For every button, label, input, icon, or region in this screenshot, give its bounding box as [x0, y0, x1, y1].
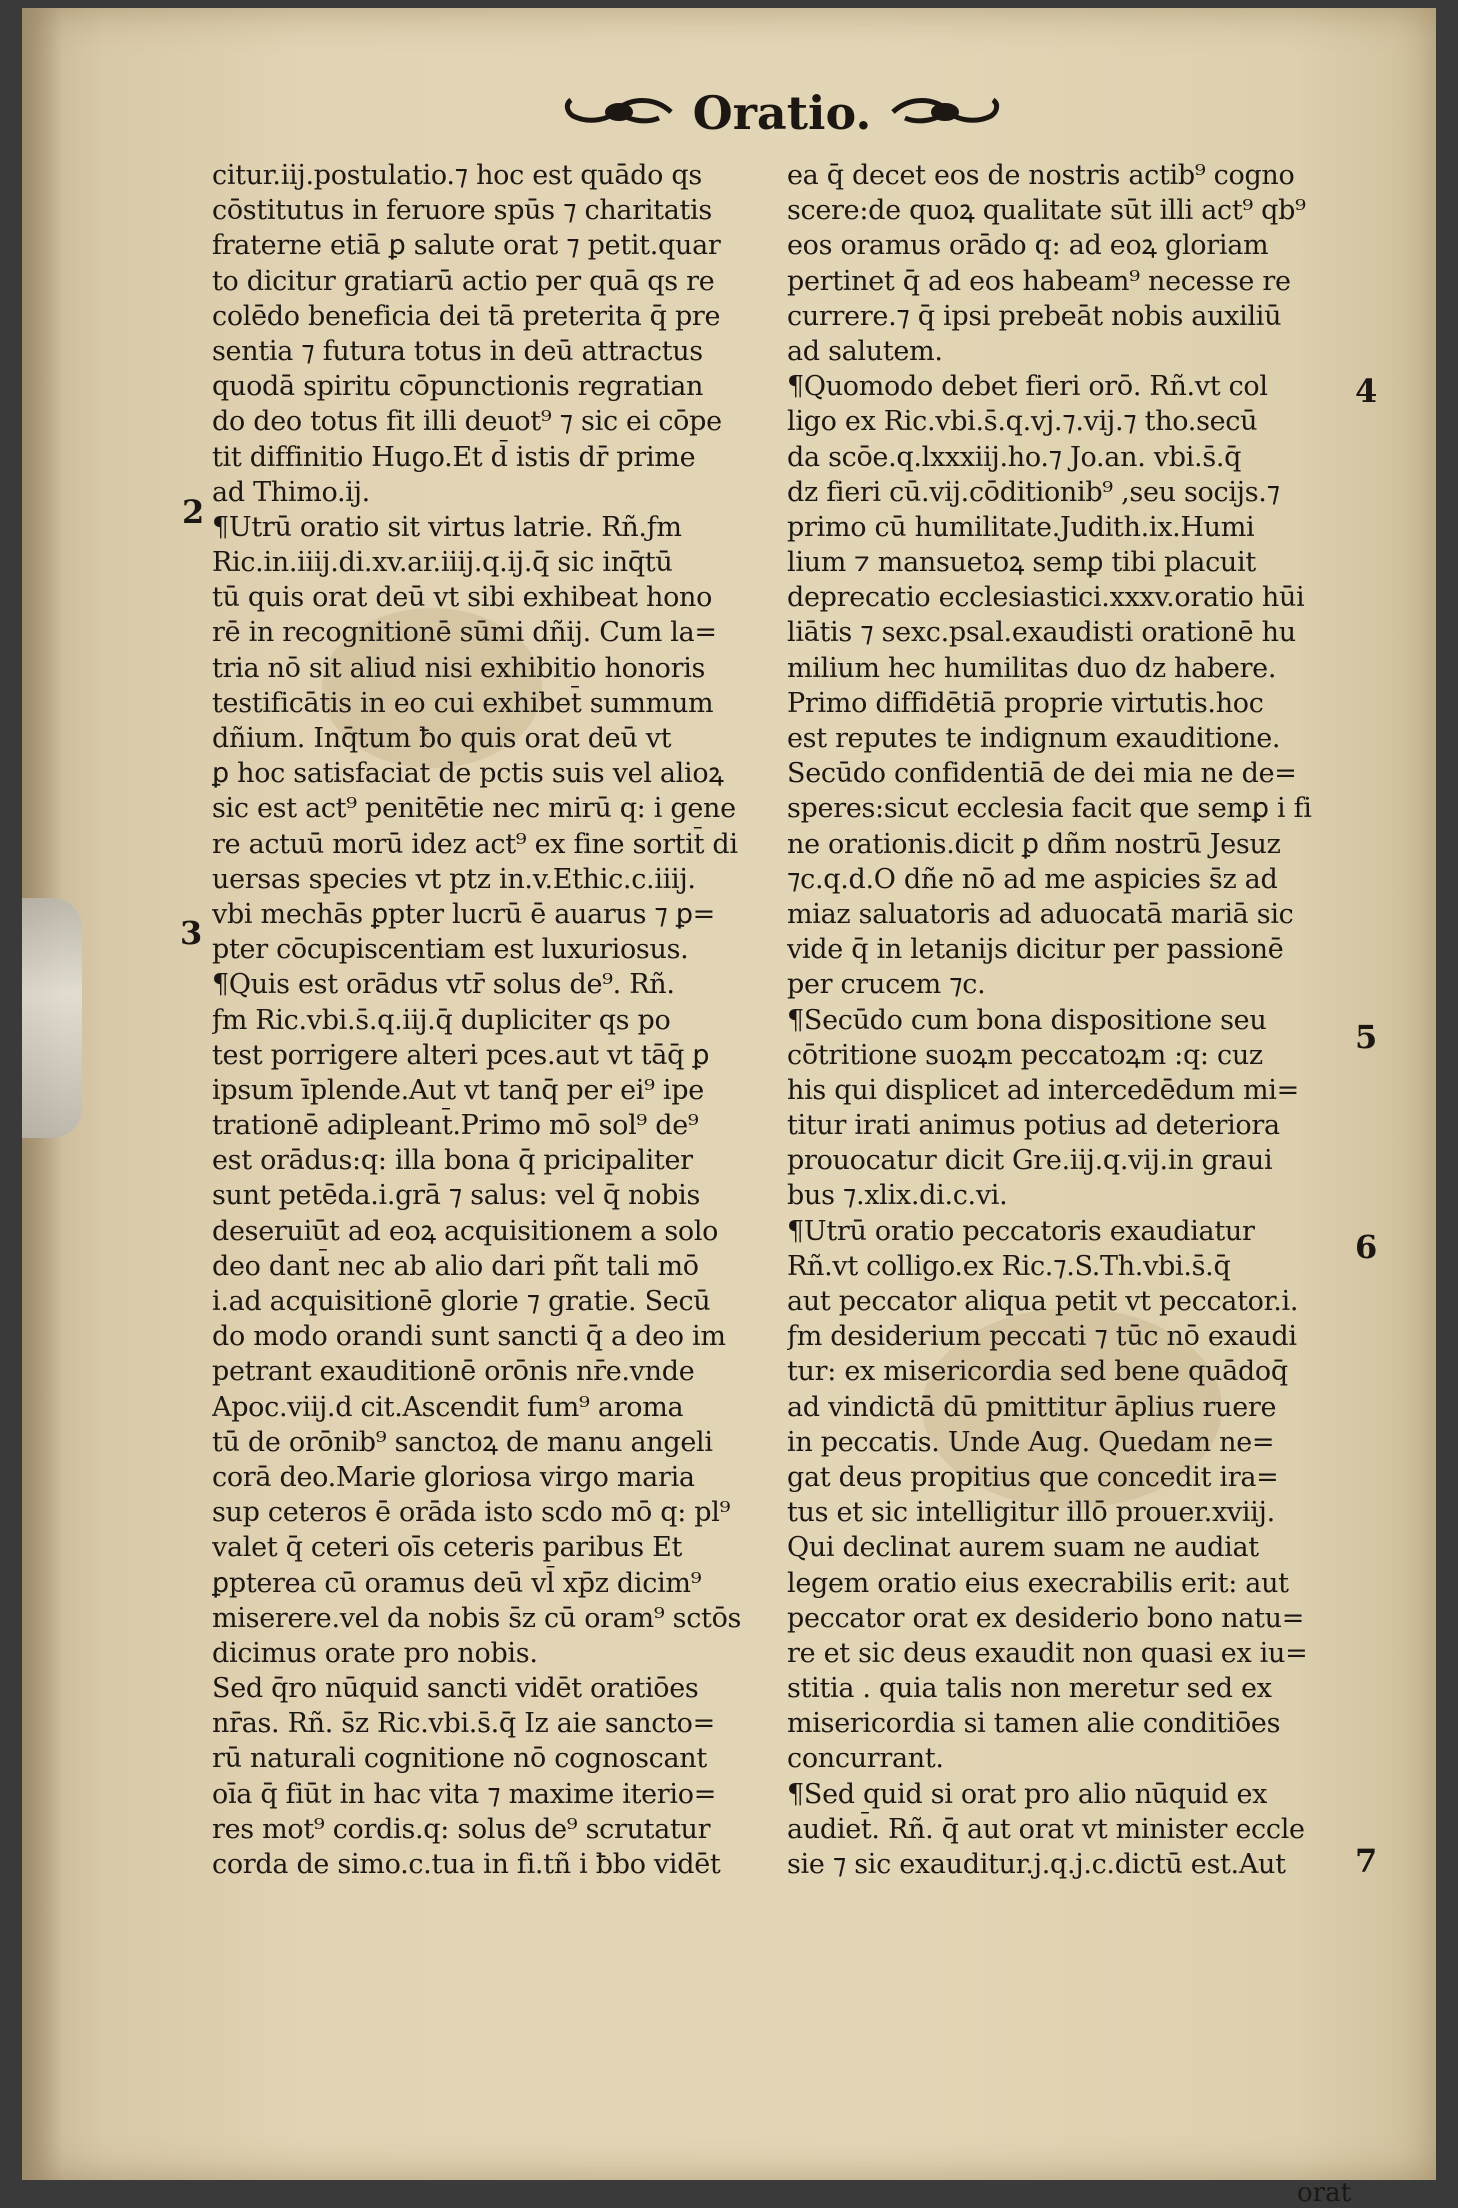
text-line: ¶Secūdo cum bona dispositione seu: [787, 1004, 1267, 1036]
text-line: to dicitur gratiarū actio per quā qs re: [212, 265, 715, 297]
margin-number: 7: [1355, 1842, 1378, 1880]
text-line: ad vindictā dū pmittitur āplius ruere: [787, 1391, 1277, 1423]
text-line: cōstitutus in feruore spūs ⁊ charitatis: [212, 195, 712, 227]
text-line: prouocatur dicit Gre.iij.q.vij.in graui: [787, 1145, 1273, 1177]
text-line: stitia . quia talis non meretur sed ex: [787, 1673, 1272, 1705]
text-line: trationē adipleant̄.Primo mō sol⁹ de⁹: [212, 1110, 699, 1142]
text-line: sentia ⁊ futura totus in deū attractus: [212, 335, 703, 367]
text-line: currere.⁊ q̄ ipsi prebeāt nobis auxiliū: [787, 300, 1282, 332]
text-line: concurrant.: [787, 1743, 944, 1775]
text-line: rū naturali cognitione nō cognoscant: [212, 1743, 707, 1775]
text-line: ꝑpterea cū oramus deū vl̄ xp̄z dicim⁹: [212, 1567, 702, 1599]
text-line: audiet̄. Rñ. q̄ aut orat vt minister eccle: [787, 1813, 1305, 1845]
text-line: est orādus:q: illa bona q̄ pricipaliter: [212, 1145, 693, 1177]
text-line: tū quis orat deū vt sibi exhibeat hono: [212, 582, 713, 614]
text-line: cōtritione suoꝝm peccatoꝝm :q: cuz: [787, 1039, 1263, 1071]
text-line: valet q̄ ceteri oīs ceteris paribus Et: [212, 1532, 683, 1564]
text-line: citur.iij.postulatio.⁊ hoc est quādo qs: [212, 160, 702, 191]
text-line: legem oratio eius execrabilis erit: aut: [787, 1567, 1289, 1599]
text-line: Rñ.vt colligo.ex Ric.⁊.S.Th.vbi.s̄.q̄: [787, 1250, 1231, 1282]
text-line: Primo diffidētiā proprie virtutis.hoc: [787, 687, 1264, 719]
margin-number: 4: [1355, 372, 1378, 410]
text-line: res mot⁹ cordis.q: solus de⁹ scrutatur: [212, 1813, 711, 1845]
text-line: Sed q̄ro nūquid sancti vidēt oratiōes: [212, 1673, 699, 1705]
text-line: ¶Sed quid si orat pro alio nūquid ex: [787, 1778, 1268, 1810]
text-line: rē in recognitionē sūmi dñij. Cum la=: [212, 617, 717, 649]
text-line: ad salutem.: [787, 335, 943, 367]
text-line: re actuū morū idez act⁹ ex fine sortit̄ di: [212, 828, 738, 860]
page-header: [552, 78, 1012, 148]
text-line: peccator orat ex desiderio bono natu=: [787, 1602, 1305, 1634]
text-line: Qui declinat aurem suam ne audiat: [787, 1532, 1259, 1564]
margin-number: 5: [1355, 1018, 1378, 1056]
book-page: [22, 8, 1436, 2208]
text-line: est reputes te indignum exauditione.: [787, 723, 1281, 754]
text-line: quodā spiritu cōpunctionis regratian: [212, 371, 704, 403]
page-clip: [22, 898, 82, 1138]
text-line: primo cū humilitate.Judith.ix.Humi: [787, 511, 1255, 543]
text-line: nr̄as. Rñ. s̄z Ric.vbi.s̄.q̄ Iz aie sancto=: [212, 1708, 715, 1740]
margin-number: 2: [182, 493, 205, 531]
text-line: ƒm desiderium peccati ⁊ tūc nō exaudi: [787, 1321, 1297, 1353]
text-line: scere:de quoꝝ qualitate sūt illi act⁹ qb⁹: [787, 195, 1306, 227]
text-line: tur: ex misericordia sed bene quādoq̄: [787, 1356, 1288, 1388]
text-line: vide q̄ in letanijs dicitur per passionē: [787, 934, 1284, 966]
text-line: ¶Quis est orādus vtr̄ solus de⁹. Rñ.: [212, 969, 675, 1001]
text-line: petrant exauditionē orōnis nr̄e.vnde: [212, 1356, 695, 1388]
text-line: deprecatio ecclesiastici.xxxv.oratio hūi: [787, 582, 1305, 614]
text-line: miserere.vel da nobis s̄z cū oram⁹ sctōs: [212, 1602, 742, 1634]
text-line: corda de simo.c.tua in fi.tñ i ƀbo vidēt: [212, 1849, 721, 1880]
text-line: ꝑ hoc satisfaciat de pctis suis vel alioꝝ: [212, 758, 724, 790]
text-line: aut peccator aliqua petit vt peccator.i.: [787, 1286, 1299, 1317]
text-line: pter cōcupiscentiam est luxuriosus.: [212, 934, 689, 966]
text-line: sup ceteros ē orāda isto scdo mō q: pl⁹: [212, 1497, 731, 1529]
text-line: Apoc.viij.d cit.Ascendit fum⁹ aroma: [212, 1391, 684, 1423]
text-line: deseruiūt ad eoꝝ acquisitionem a solo: [212, 1215, 719, 1247]
text-line: deo dant̄ nec ab alio dari pñt tali mō: [212, 1250, 699, 1282]
right-text-column: [787, 158, 1347, 2118]
text-line: test porrigere alteri pces.aut vt tāq̄ ꝑ: [212, 1039, 710, 1071]
text-line: in peccatis. Unde Aug. Quedam ne=: [787, 1426, 1275, 1458]
text-line: ea q̄ decet eos de nostris actib⁹ cogno: [787, 160, 1295, 191]
text-line: misericordia si tamen alie conditiōes: [787, 1708, 1281, 1740]
text-line: ¶Utrū oratio peccatoris exaudiatur: [787, 1215, 1255, 1247]
text-line: gat deus propitius que concedit ira=: [787, 1461, 1279, 1493]
text-line: testificātis in eo cui exhibet̄ summum: [212, 687, 714, 719]
text-line: ipsum īplende.Aut vt tanq̄ per ei⁹ ipe: [212, 1074, 704, 1106]
text-line: ¶Utrū oratio sit virtus latrie. Rñ.ƒm: [212, 511, 682, 543]
text-line: colēdo beneficia dei tā preterita q̄ pre: [212, 300, 721, 332]
text-line: fraterne etiā ꝑ salute orat ⁊ petit.quar: [212, 230, 721, 262]
text-line: titur irati animus potius ad deteriora: [787, 1110, 1280, 1142]
margin-number: 3: [180, 914, 203, 952]
text-line: uersas species vt ptz in.v.Ethic.c.iiij.: [212, 863, 696, 895]
text-line: sie ⁊ sic exauditur.j.q.j.c.dictū est.Aut: [787, 1849, 1286, 1880]
text-line: tus et sic intelligitur illō prouer.xviij.: [787, 1497, 1275, 1529]
text-line: speres:sicut ecclesia facit que semꝑ i fi: [787, 793, 1312, 825]
text-line: corā deo.Marie gloriosa virgo maria: [212, 1461, 695, 1493]
text-line: sunt petēda.i.grā ⁊ salus: vel q̄ nobis: [212, 1180, 701, 1212]
text-line: liātis ⁊ sexc.psal.exaudisti orationē hu: [787, 617, 1296, 649]
text-line: i.ad acquisitionē glorie ⁊ gratie. Secū: [212, 1286, 711, 1317]
text-line: do modo orandi sunt sancti q̄ a deo im: [212, 1321, 726, 1353]
text-line: vbi mechās ꝑpter lucrū ē auarus ⁊ ꝑ=: [212, 898, 715, 930]
text-line: tū de orōnib⁹ sanctoꝝ de manu angeli: [212, 1426, 713, 1458]
left-text-column: [212, 158, 772, 2118]
running-head: Oratio.: [692, 86, 872, 140]
text-line: eos oramus orādo q: ad eoꝝ gloriam: [787, 230, 1269, 262]
text-line: sic est act⁹ penitētie nec mirū q: i gene: [212, 793, 736, 825]
margin-number: 6: [1355, 1228, 1378, 1266]
text-line: pertinet q̄ ad eos habeam⁹ necesse re: [787, 265, 1291, 297]
text-line: per crucem ⁊c.: [787, 969, 986, 1001]
text-line: dicimus orate pro nobis.: [212, 1637, 538, 1669]
text-line: tria nō sit aliud nisi exhibitio honoris: [212, 652, 706, 684]
text-line: ne orationis.dicit ꝑ dñm nostrū Jesuz: [787, 828, 1281, 860]
text-line: his qui displicet ad intercedēdum mi=: [787, 1074, 1299, 1106]
text-line: Ric.in.iiij.di.xv.ar.iiij.q.ij.q̄ sic inq̄tū: [212, 547, 673, 579]
text-line: miaz saluatoris ad aduocatā mariā sic: [787, 898, 1294, 930]
text-line: lium ⁊ mansuetoꝝ semꝑ tibi placuit: [787, 547, 1256, 579]
text-line: oīa q̄ fiūt in hac vita ⁊ maxime iterio=: [212, 1778, 717, 1810]
text-line: da scōe.q.lxxxiij.ho.⁊ Jo.an. vbi.s̄.q̄: [787, 441, 1242, 473]
text-line: tit diffinitio Hugo.Et d̄ istis dr̄ prime: [212, 441, 696, 473]
text-line: do deo totus fit illi deuot⁹ ⁊ sic ei cōpe: [212, 406, 722, 438]
text-line: ƒm Ric.vbi.s̄.q.iij.q̄ dupliciter qs po: [212, 1004, 671, 1036]
text-line: dz fieri cū.vij.cōditionib⁹ ,seu socijs.⁊: [787, 476, 1280, 508]
text-line: ¶Quomodo debet fieri orō. Rñ.vt col: [787, 371, 1268, 403]
text-line: ligo ex Ric.vbi.s̄.q.vj.⁊.vij.⁊ tho.secū: [787, 406, 1258, 438]
text-line: milium hec humilitas duo dz habere.: [787, 652, 1277, 684]
text-line: re et sic deus exaudit non quasi ex iu=: [787, 1637, 1308, 1669]
text-line: dñium. Inq̄tum ƀo quis orat deū vt: [212, 723, 672, 754]
text-line: bus ⁊.xlix.di.c.vi.: [787, 1180, 1008, 1212]
catchword: orat: [1297, 2178, 1352, 2208]
right-fleuron-ornament: [885, 90, 1005, 136]
text-line: ad Thimo.ij.: [212, 476, 370, 508]
left-fleuron-ornament: [559, 90, 679, 136]
text-line: Secūdo confidentiā de dei mia ne de=: [787, 758, 1297, 790]
text-line: ⁊c.q.d.O dñe nō ad me aspicies s̄z ad: [787, 863, 1278, 895]
